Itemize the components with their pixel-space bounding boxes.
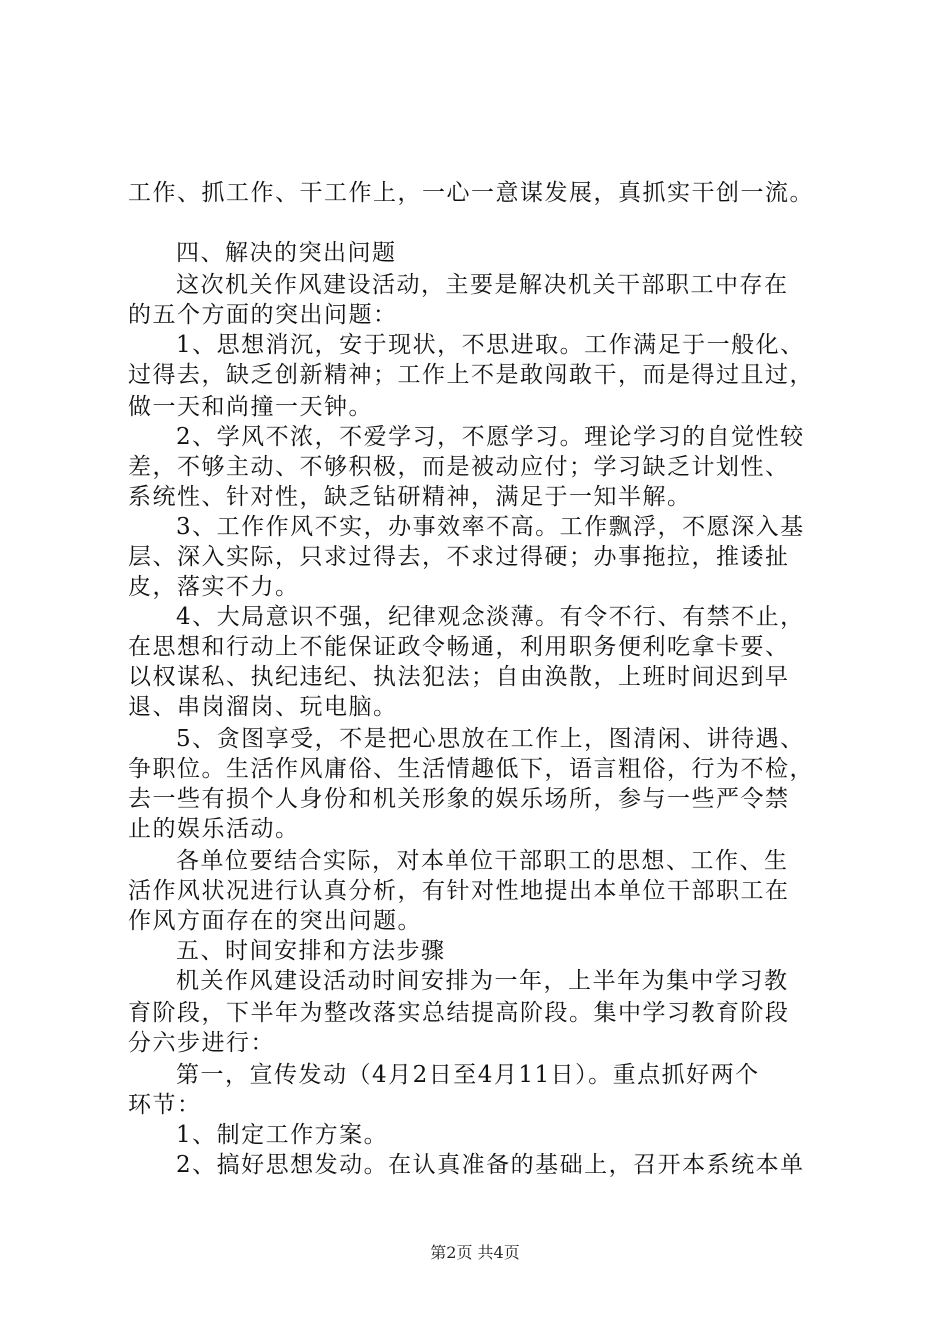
paragraph-line: 差，不够主动、不够积极，而是被动应付；学习缺乏计划性、: [128, 454, 790, 480]
paragraph-line: 3、工作作风不实，办事效率不高。工作飘浮，不愿深入基: [176, 514, 805, 540]
paragraph-line: 作风方面存在的突出问题。: [128, 908, 422, 934]
paragraph-line: 这次机关作风建设活动，主要是解决机关干部职工中存在: [176, 272, 789, 298]
paragraph-line: 去一些有损个人身份和机关形象的娱乐场所，参与一些严令禁: [128, 786, 790, 812]
paragraph-line: 2、学风不浓，不爱学习，不愿学习。理论学习的自觉性较: [176, 424, 805, 450]
paragraph-line: 4、大局意识不强，纪律观念淡薄。有令不行、有禁不止，: [176, 604, 805, 630]
paragraph-line: 以权谋私、执纪违纪、执法犯法；自由涣散，上班时间迟到早: [128, 664, 790, 690]
paragraph-line: 第一，宣传发动（4月2日至4月11日）。重点抓好两个: [176, 1062, 760, 1088]
paragraph-line: 争职位。生活作风庸俗、生活情趣低下，语言粗俗，行为不检，: [128, 756, 814, 782]
page-number: 第2页 共4页: [430, 1243, 520, 1262]
paragraph-line: 分六步进行：: [128, 1030, 275, 1056]
paragraph-line: 育阶段，下半年为整改落实总结提高阶段。集中学习教育阶段: [128, 1000, 790, 1026]
paragraph-line: 环节：: [128, 1092, 202, 1118]
paragraph-line: 皮，落实不力。: [128, 574, 300, 600]
paragraph-line: 1、思想消沉，安于现状，不思进取。工作满足于一般化、: [176, 332, 805, 358]
paragraph-line: 在思想和行动上不能保证政令畅通，利用职务便利吃拿卡要、: [128, 634, 790, 660]
paragraph-line: 2、搞好思想发动。在认真准备的基础上，召开本系统本单: [176, 1152, 805, 1178]
paragraph-line: 的五个方面的突出问题：: [128, 302, 398, 328]
paragraph-line: 层、深入实际，只求过得去，不求过得硬；办事拖拉，推诿扯: [128, 544, 790, 570]
paragraph-line: 5、贪图享受，不是把心思放在工作上，图清闲、讲待遇、: [176, 726, 805, 752]
paragraph-line: 退、串岗溜岗、玩电脑。: [128, 694, 398, 720]
paragraph-line: 过得去，缺乏创新精神；工作上不是敢闯敢干，而是得过且过，: [128, 362, 814, 388]
paragraph-line: 止的娱乐活动。: [128, 816, 300, 842]
paragraph-line: 活作风状况进行认真分析，有针对性地提出本单位干部职工在: [128, 878, 790, 904]
paragraph-line: 做一天和尚撞一天钟。: [128, 394, 373, 420]
paragraph-line: 系统性、针对性，缺乏钻研精神，满足于一知半解。: [128, 484, 692, 510]
paragraph-line: 1、制定工作方案。: [176, 1122, 389, 1148]
section-heading: 四、解决的突出问题: [176, 240, 397, 266]
section-heading: 五、时间安排和方法步骤: [176, 938, 446, 964]
paragraph-line: 机关作风建设活动时间安排为一年，上半年为集中学习教: [176, 968, 789, 994]
paragraph-line: 各单位要结合实际，对本单位干部职工的思想、工作、生: [176, 848, 789, 874]
paragraph-line: 工作、抓工作、干工作上，一心一意谋发展，真抓实干创一流。: [128, 180, 814, 206]
